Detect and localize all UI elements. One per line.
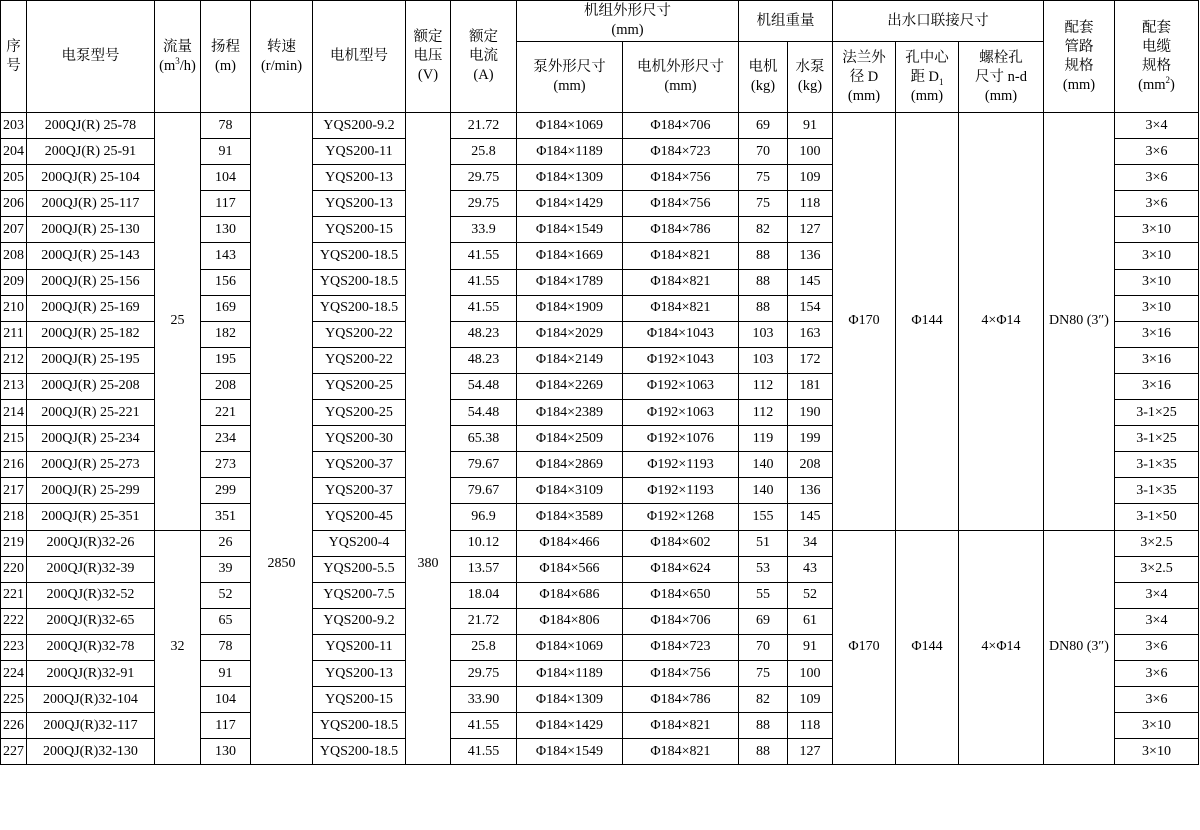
header-motor-weight: 电机 (kg): [739, 42, 788, 113]
cell-pump-kg: 91: [788, 634, 833, 660]
cell-motor-dims: Φ192×1076: [623, 426, 739, 452]
cell-model: 200QJ(R)32-91: [27, 660, 155, 686]
cell-current: 79.67: [451, 452, 517, 478]
cell-bolt: 4×Φ14: [959, 530, 1044, 765]
cell-model: 200QJ(R) 25-208: [27, 373, 155, 399]
header-current: 额定 电流 (A): [451, 1, 517, 113]
cell-head: 221: [201, 400, 251, 426]
cell-model: 200QJ(R) 25-104: [27, 165, 155, 191]
cell-current: 21.72: [451, 608, 517, 634]
cell-motor-dims: Φ192×1063: [623, 373, 739, 399]
cell-motor-model: YQS200-11: [313, 139, 406, 165]
cell-seq: 226: [1, 713, 27, 739]
cell-pump-dims: Φ184×1909: [517, 295, 623, 321]
cell-pump-dims: Φ184×1069: [517, 113, 623, 139]
cell-motor-model: YQS200-15: [313, 687, 406, 713]
header-pipe: 配套 管路 规格 (mm): [1044, 1, 1115, 113]
cell-motor-kg: 55: [739, 582, 788, 608]
cell-current: 54.48: [451, 400, 517, 426]
cell-cable: 3×2.5: [1115, 556, 1199, 582]
cell-seq: 205: [1, 165, 27, 191]
cell-motor-kg: 88: [739, 713, 788, 739]
cell-cable: 3-1×35: [1115, 478, 1199, 504]
cell-cable: 3×6: [1115, 687, 1199, 713]
cell-model: 200QJ(R) 25-130: [27, 217, 155, 243]
cell-seq: 217: [1, 478, 27, 504]
cell-motor-model: YQS200-13: [313, 191, 406, 217]
cell-current: 48.23: [451, 321, 517, 347]
cell-motor-kg: 70: [739, 634, 788, 660]
cell-pump-kg: 136: [788, 478, 833, 504]
cell-model: 200QJ(R) 25-91: [27, 139, 155, 165]
cell-motor-dims: Φ192×1193: [623, 452, 739, 478]
cell-motor-kg: 88: [739, 243, 788, 269]
cell-model: 200QJ(R) 25-221: [27, 400, 155, 426]
cell-head: 26: [201, 530, 251, 556]
cell-seq: 210: [1, 295, 27, 321]
cell-model: 200QJ(R) 25-117: [27, 191, 155, 217]
cell-seq: 227: [1, 739, 27, 765]
header-model: 电泵型号: [27, 1, 155, 113]
cell-pump-kg: 145: [788, 269, 833, 295]
cell-pump-kg: 190: [788, 400, 833, 426]
cell-motor-dims: Φ184×821: [623, 739, 739, 765]
cell-motor-model: YQS200-13: [313, 660, 406, 686]
cell-pump-kg: 127: [788, 739, 833, 765]
cell-head: 130: [201, 217, 251, 243]
cell-model: 200QJ(R)32-39: [27, 556, 155, 582]
cell-cable: 3×2.5: [1115, 530, 1199, 556]
cell-seq: 207: [1, 217, 27, 243]
header-motor-dims: 电机外形尺寸 (mm): [623, 42, 739, 113]
cell-current: 13.57: [451, 556, 517, 582]
cell-model: 200QJ(R) 25-156: [27, 269, 155, 295]
cell-motor-dims: Φ184×786: [623, 687, 739, 713]
cell-pump-dims: Φ184×3109: [517, 478, 623, 504]
cell-cable: 3×10: [1115, 713, 1199, 739]
cell-current: 96.9: [451, 504, 517, 530]
cell-current: 41.55: [451, 269, 517, 295]
cell-pump-kg: 109: [788, 687, 833, 713]
cell-motor-kg: 69: [739, 608, 788, 634]
cell-model: 200QJ(R) 25-182: [27, 321, 155, 347]
cell-motor-kg: 75: [739, 660, 788, 686]
cell-pump-dims: Φ184×1309: [517, 687, 623, 713]
cell-motor-dims: Φ184×602: [623, 530, 739, 556]
cell-motor-model: YQS200-7.5: [313, 582, 406, 608]
cell-motor-model: YQS200-25: [313, 400, 406, 426]
cell-motor-model: YQS200-18.5: [313, 739, 406, 765]
cell-current: 10.12: [451, 530, 517, 556]
cell-motor-model: YQS200-18.5: [313, 295, 406, 321]
cell-motor-dims: Φ184×756: [623, 660, 739, 686]
cell-current: 29.75: [451, 191, 517, 217]
cell-motor-dims: Φ192×1063: [623, 400, 739, 426]
cell-motor-dims: Φ192×1043: [623, 347, 739, 373]
cell-motor-model: YQS200-13: [313, 165, 406, 191]
cell-pump-dims: Φ184×3589: [517, 504, 623, 530]
cell-model: 200QJ(R)32-117: [27, 713, 155, 739]
header-motor-model: 电机型号: [313, 1, 406, 113]
cell-seq: 206: [1, 191, 27, 217]
cell-cable: 3×10: [1115, 739, 1199, 765]
cell-seq: 212: [1, 347, 27, 373]
cell-motor-kg: 140: [739, 478, 788, 504]
cell-pump-dims: Φ184×1669: [517, 243, 623, 269]
cell-model: 200QJ(R) 25-351: [27, 504, 155, 530]
cell-current: 79.67: [451, 478, 517, 504]
cell-pump-kg: 118: [788, 713, 833, 739]
cell-motor-kg: 140: [739, 452, 788, 478]
cell-flange-d: Φ170: [833, 530, 896, 765]
cell-motor-model: YQS200-18.5: [313, 243, 406, 269]
cell-seq: 215: [1, 426, 27, 452]
cell-motor-kg: 53: [739, 556, 788, 582]
cell-head: 91: [201, 660, 251, 686]
cell-pump-kg: 199: [788, 426, 833, 452]
cell-motor-model: YQS200-37: [313, 478, 406, 504]
cell-motor-model: YQS200-4: [313, 530, 406, 556]
cell-model: 200QJ(R) 25-234: [27, 426, 155, 452]
cell-head: 351: [201, 504, 251, 530]
cell-pump-kg: 145: [788, 504, 833, 530]
cell-pump-kg: 127: [788, 217, 833, 243]
cell-motor-model: YQS200-22: [313, 321, 406, 347]
cell-motor-model: YQS200-25: [313, 373, 406, 399]
cell-motor-model: YQS200-30: [313, 426, 406, 452]
cell-model: 200QJ(R)32-130: [27, 739, 155, 765]
cell-cable: 3×6: [1115, 634, 1199, 660]
cell-current: 48.23: [451, 347, 517, 373]
cell-seq: 213: [1, 373, 27, 399]
cell-motor-kg: 75: [739, 191, 788, 217]
header-bolt: 螺栓孔 尺寸 n-d (mm): [959, 42, 1044, 113]
cell-model: 200QJ(R)32-78: [27, 634, 155, 660]
cell-pump-kg: 154: [788, 295, 833, 321]
cell-pump-kg: 109: [788, 165, 833, 191]
cell-motor-dims: Φ184×756: [623, 191, 739, 217]
cell-motor-kg: 88: [739, 269, 788, 295]
cell-pump-kg: 118: [788, 191, 833, 217]
cell-seq: 209: [1, 269, 27, 295]
cell-current: 54.48: [451, 373, 517, 399]
header-voltage: 额定 电压 (V): [406, 1, 451, 113]
cell-motor-model: YQS200-9.2: [313, 113, 406, 139]
cell-motor-dims: Φ192×1193: [623, 478, 739, 504]
cell-cable: 3×10: [1115, 295, 1199, 321]
cell-model: 200QJ(R)32-26: [27, 530, 155, 556]
cell-cable: 3×4: [1115, 113, 1199, 139]
header-outlet-group: 出水口联接尺寸: [833, 1, 1044, 42]
cell-cable: 3×16: [1115, 373, 1199, 399]
cell-pump-dims: Φ184×686: [517, 582, 623, 608]
cell-motor-model: YQS200-45: [313, 504, 406, 530]
cell-current: 33.90: [451, 687, 517, 713]
cell-pump-dims: Φ184×2389: [517, 400, 623, 426]
header-flange-d: 法兰外 径 D (mm): [833, 42, 896, 113]
cell-pump-dims: Φ184×2269: [517, 373, 623, 399]
cell-motor-kg: 112: [739, 400, 788, 426]
cell-motor-kg: 119: [739, 426, 788, 452]
header-weight-group: 机组重量: [739, 1, 833, 42]
cell-pump-kg: 34: [788, 530, 833, 556]
cell-model: 200QJ(R) 25-143: [27, 243, 155, 269]
cell-pump-dims: Φ184×1069: [517, 634, 623, 660]
cell-head: 156: [201, 269, 251, 295]
table-body: [1, 113, 1199, 765]
cell-motor-model: YQS200-18.5: [313, 269, 406, 295]
cell-seq: 216: [1, 452, 27, 478]
cell-seq: 224: [1, 660, 27, 686]
cell-cable: 3×10: [1115, 217, 1199, 243]
cell-motor-kg: 88: [739, 295, 788, 321]
cell-flange-d: Φ170: [833, 113, 896, 531]
cell-motor-dims: Φ184×723: [623, 634, 739, 660]
cell-flow: 32: [155, 530, 201, 765]
cell-flow: 25: [155, 113, 201, 531]
table-row: [1, 530, 1199, 556]
cell-head: 169: [201, 295, 251, 321]
cell-seq: 204: [1, 139, 27, 165]
cell-pump-kg: 181: [788, 373, 833, 399]
cell-hole-distance: Φ144: [896, 530, 959, 765]
header-seq: 序 号: [1, 1, 27, 113]
cell-motor-kg: 82: [739, 217, 788, 243]
cell-pump-kg: 43: [788, 556, 833, 582]
cell-head: 273: [201, 452, 251, 478]
cell-cable: 3×4: [1115, 582, 1199, 608]
cell-motor-dims: Φ184×706: [623, 608, 739, 634]
cell-motor-dims: Φ184×821: [623, 269, 739, 295]
cell-pipe: DN80 (3″): [1044, 113, 1115, 531]
cell-seq: 225: [1, 687, 27, 713]
cell-cable: 3-1×50: [1115, 504, 1199, 530]
cell-motor-model: YQS200-15: [313, 217, 406, 243]
cell-head: 208: [201, 373, 251, 399]
cell-model: 200QJ(R) 25-78: [27, 113, 155, 139]
cell-hole-distance: Φ144: [896, 113, 959, 531]
cell-motor-model: YQS200-9.2: [313, 608, 406, 634]
cell-pump-dims: Φ184×1429: [517, 191, 623, 217]
cell-motor-kg: 88: [739, 739, 788, 765]
cell-head: 104: [201, 687, 251, 713]
cell-motor-dims: Φ184×821: [623, 243, 739, 269]
cell-seq: 218: [1, 504, 27, 530]
cell-head: 117: [201, 713, 251, 739]
cell-seq: 211: [1, 321, 27, 347]
cell-cable: 3×6: [1115, 191, 1199, 217]
cell-pump-dims: Φ184×2029: [517, 321, 623, 347]
cell-seq: 221: [1, 582, 27, 608]
cell-motor-kg: 70: [739, 139, 788, 165]
cell-pipe: DN80 (3″): [1044, 530, 1115, 765]
cell-current: 65.38: [451, 426, 517, 452]
cell-pump-kg: 100: [788, 660, 833, 686]
cell-motor-dims: Φ184×821: [623, 713, 739, 739]
cell-motor-model: YQS200-37: [313, 452, 406, 478]
cell-pump-kg: 61: [788, 608, 833, 634]
cell-head: 104: [201, 165, 251, 191]
cell-motor-dims: Φ184×706: [623, 113, 739, 139]
header-head: 扬程 (m): [201, 1, 251, 113]
cell-cable: 3×4: [1115, 608, 1199, 634]
table-header: [1, 1, 1199, 113]
cell-current: 29.75: [451, 660, 517, 686]
cell-pump-dims: Φ184×566: [517, 556, 623, 582]
cell-pump-dims: Φ184×1549: [517, 217, 623, 243]
cell-model: 200QJ(R)32-52: [27, 582, 155, 608]
cell-head: 143: [201, 243, 251, 269]
cell-motor-dims: Φ184×650: [623, 582, 739, 608]
cell-model: 200QJ(R)32-104: [27, 687, 155, 713]
header-hole-distance: 孔中心 距 $D_1$ (mm): [896, 42, 959, 113]
cell-current: 29.75: [451, 165, 517, 191]
cell-motor-model: YQS200-22: [313, 347, 406, 373]
cell-motor-kg: 51: [739, 530, 788, 556]
cell-head: 39: [201, 556, 251, 582]
cell-cable: 3×10: [1115, 243, 1199, 269]
cell-pump-dims: Φ184×1309: [517, 165, 623, 191]
cell-seq: 208: [1, 243, 27, 269]
cell-pump-dims: Φ184×466: [517, 530, 623, 556]
cell-current: 25.8: [451, 634, 517, 660]
cell-pump-dims: Φ184×2869: [517, 452, 623, 478]
cell-motor-dims: Φ192×1268: [623, 504, 739, 530]
cell-current: 41.55: [451, 295, 517, 321]
cell-speed: 2850: [251, 113, 313, 765]
header-speed: 转速 (r/min): [251, 1, 313, 113]
cell-head: 117: [201, 191, 251, 217]
cell-motor-kg: 112: [739, 373, 788, 399]
cell-pump-dims: Φ184×1189: [517, 660, 623, 686]
cell-pump-dims: Φ184×1789: [517, 269, 623, 295]
cell-head: 78: [201, 113, 251, 139]
cell-pump-kg: 91: [788, 113, 833, 139]
cell-pump-dims: Φ184×1189: [517, 139, 623, 165]
cell-voltage: 380: [406, 113, 451, 765]
cell-bolt: 4×Φ14: [959, 113, 1044, 531]
cell-head: 182: [201, 321, 251, 347]
cell-motor-kg: 155: [739, 504, 788, 530]
cell-seq: 222: [1, 608, 27, 634]
cell-seq: 214: [1, 400, 27, 426]
cell-pump-kg: 52: [788, 582, 833, 608]
cell-motor-kg: 75: [739, 165, 788, 191]
header-pump-weight: 水泵 (kg): [788, 42, 833, 113]
cell-motor-model: YQS200-18.5: [313, 713, 406, 739]
cell-model: 200QJ(R)32-65: [27, 608, 155, 634]
cell-pump-kg: 172: [788, 347, 833, 373]
cell-cable: 3-1×25: [1115, 426, 1199, 452]
cell-model: 200QJ(R) 25-195: [27, 347, 155, 373]
cell-cable: 3×10: [1115, 269, 1199, 295]
cell-model: 200QJ(R) 25-169: [27, 295, 155, 321]
cell-model: 200QJ(R) 25-273: [27, 452, 155, 478]
cell-pump-dims: Φ184×2509: [517, 426, 623, 452]
cell-head: 130: [201, 739, 251, 765]
cell-motor-dims: Φ184×756: [623, 165, 739, 191]
cell-seq: 219: [1, 530, 27, 556]
cell-cable: 3×6: [1115, 139, 1199, 165]
cell-current: 41.55: [451, 739, 517, 765]
header-dims-group: 机组外形尺寸 (mm): [517, 1, 739, 42]
cell-head: 195: [201, 347, 251, 373]
cell-motor-kg: 82: [739, 687, 788, 713]
cell-motor-model: YQS200-11: [313, 634, 406, 660]
header-flow: 流量 $(m^3/h)$: [155, 1, 201, 113]
cell-head: 78: [201, 634, 251, 660]
cell-pump-kg: 208: [788, 452, 833, 478]
table-row: [1, 113, 1199, 139]
cell-current: 41.55: [451, 713, 517, 739]
cell-cable: 3-1×25: [1115, 400, 1199, 426]
cell-head: 234: [201, 426, 251, 452]
cell-seq: 223: [1, 634, 27, 660]
cell-cable: 3×6: [1115, 660, 1199, 686]
cell-motor-kg: 103: [739, 347, 788, 373]
cell-motor-dims: Φ184×624: [623, 556, 739, 582]
cell-cable: 3×6: [1115, 165, 1199, 191]
cell-pump-kg: 136: [788, 243, 833, 269]
cell-pump-dims: Φ184×1549: [517, 739, 623, 765]
cell-pump-kg: 100: [788, 139, 833, 165]
cell-current: 21.72: [451, 113, 517, 139]
cell-current: 18.04: [451, 582, 517, 608]
cell-head: 65: [201, 608, 251, 634]
cell-cable: 3-1×35: [1115, 452, 1199, 478]
cell-current: 25.8: [451, 139, 517, 165]
cell-motor-model: YQS200-5.5: [313, 556, 406, 582]
cell-pump-dims: Φ184×806: [517, 608, 623, 634]
cell-head: 52: [201, 582, 251, 608]
cell-head: 91: [201, 139, 251, 165]
cell-model: 200QJ(R) 25-299: [27, 478, 155, 504]
cell-seq: 220: [1, 556, 27, 582]
cell-current: 41.55: [451, 243, 517, 269]
cell-motor-dims: Φ184×786: [623, 217, 739, 243]
cell-seq: 203: [1, 113, 27, 139]
cell-cable: 3×16: [1115, 321, 1199, 347]
cell-motor-kg: 69: [739, 113, 788, 139]
cell-motor-dims: Φ184×821: [623, 295, 739, 321]
cell-pump-dims: Φ184×1429: [517, 713, 623, 739]
header-pump-dims: 泵外形尺寸 (mm): [517, 42, 623, 113]
cell-motor-dims: Φ184×1043: [623, 321, 739, 347]
cell-current: 33.9: [451, 217, 517, 243]
cell-head: 299: [201, 478, 251, 504]
header-cable: 配套 电缆 规格 $(mm^2)$: [1115, 1, 1199, 113]
cell-motor-dims: Φ184×723: [623, 139, 739, 165]
cell-pump-dims: Φ184×2149: [517, 347, 623, 373]
cell-pump-kg: 163: [788, 321, 833, 347]
cell-motor-kg: 103: [739, 321, 788, 347]
cell-cable: 3×16: [1115, 347, 1199, 373]
